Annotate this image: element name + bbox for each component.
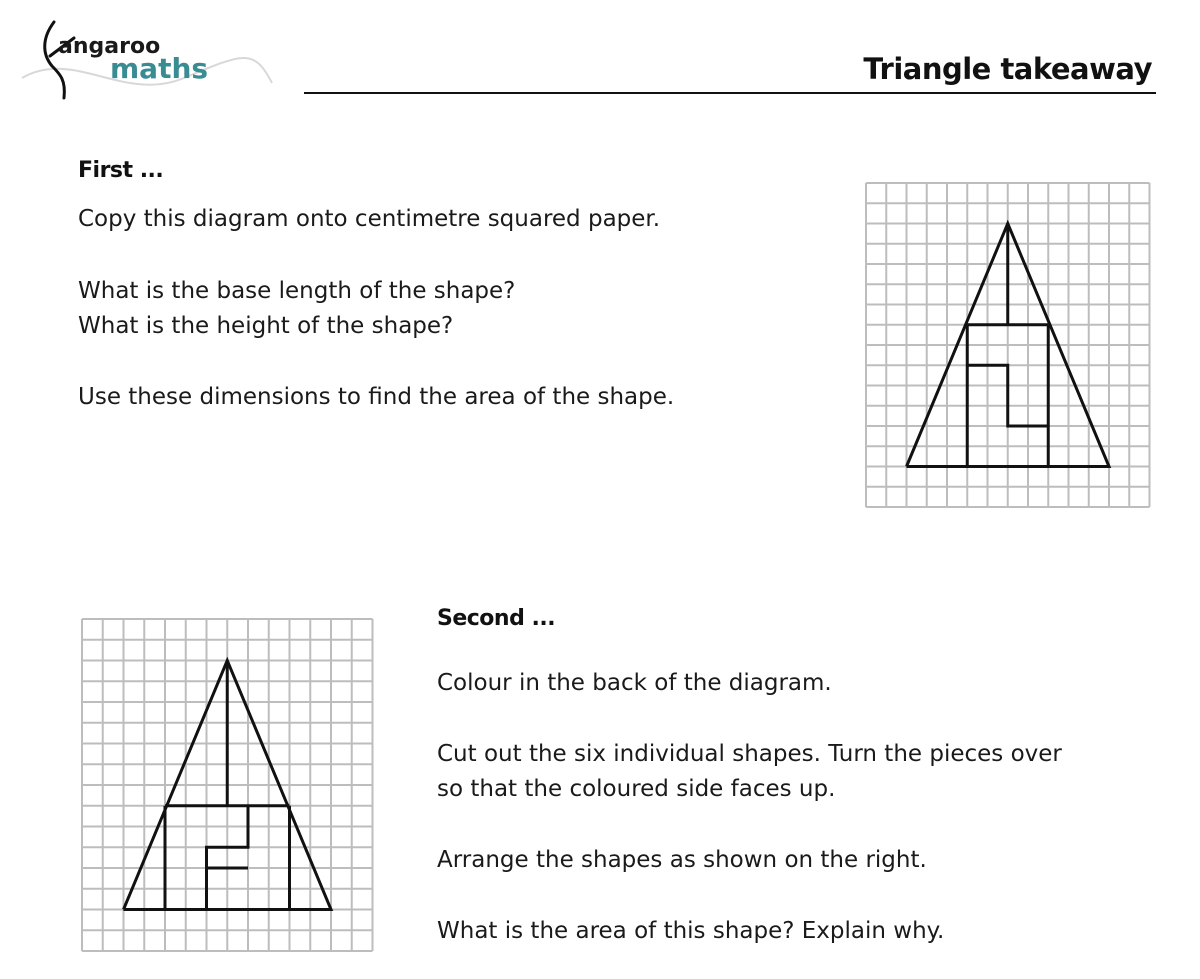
page-title: Triangle takeaway <box>863 52 1152 86</box>
logo-text-kangaroo: angaroo <box>58 34 161 59</box>
rearranged-triangle-diagram <box>864 181 1154 511</box>
second-line-arrange: Arrange the shapes as shown on the right. <box>437 847 927 873</box>
first-heading: First ... <box>78 158 164 183</box>
first-line-area: Use these dimensions to find the area of the shape. <box>78 384 675 410</box>
original-triangle-diagram <box>80 617 378 959</box>
first-line-copy: Copy this diagram onto centimetre squared paper. <box>78 206 661 232</box>
second-line-colour: Colour in the back of the diagram. <box>437 670 832 696</box>
kangaroo-maths-logo <box>14 8 274 103</box>
logo-text-maths: maths <box>110 52 209 85</box>
first-line-base: What is the base length of the shape? <box>78 278 516 304</box>
second-line-question: What is the area of this shape? Explain why. <box>437 918 945 944</box>
title-underline <box>304 92 1156 94</box>
second-line-cut-cont: so that the coloured side faces up. <box>437 776 836 802</box>
piece-divider <box>967 365 1048 426</box>
first-line-height: What is the height of the shape? <box>78 313 454 339</box>
second-heading: Second ... <box>437 606 556 631</box>
second-line-cut: Cut out the six individual shapes. Turn the pieces over <box>437 741 1062 767</box>
